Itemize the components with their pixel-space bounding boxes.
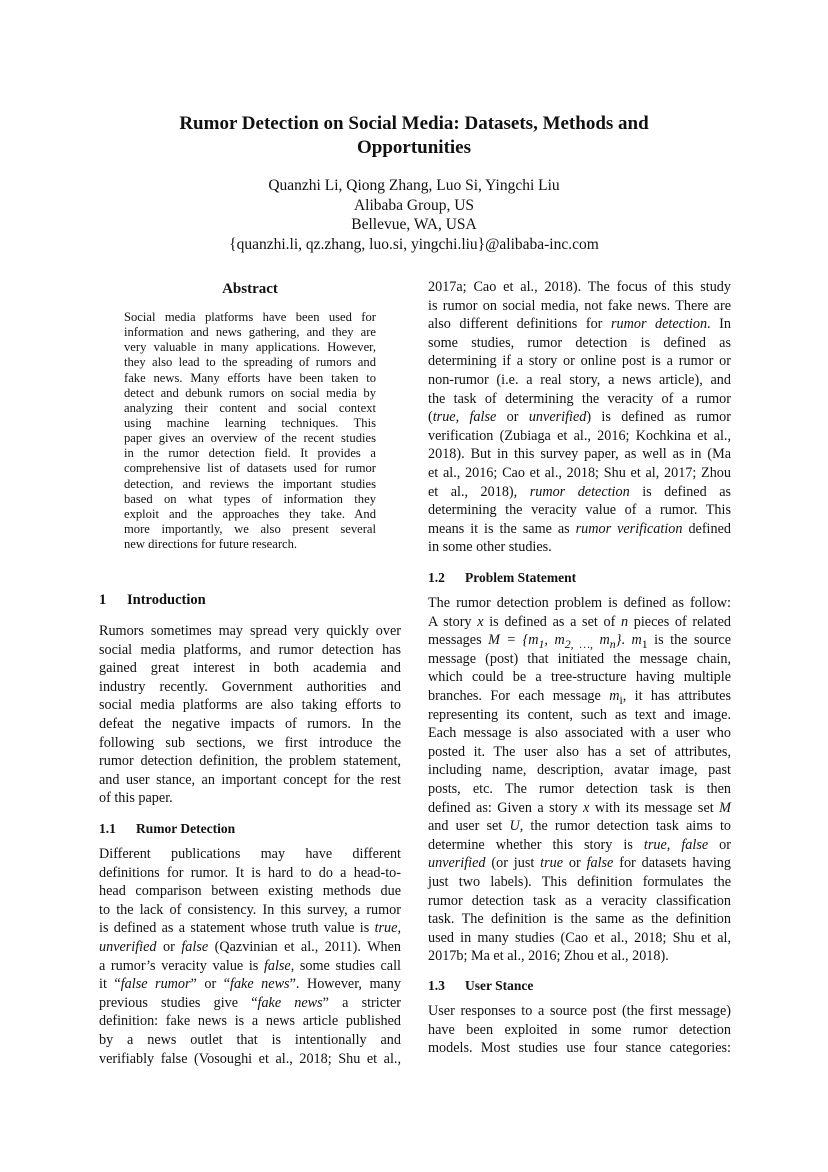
text-line xyxy=(428,854,731,873)
text-line: Each message is also associated with a user who xyxy=(428,725,731,742)
abstract-line: based on what types of information they xyxy=(124,491,376,506)
text-run: , some studies call xyxy=(290,957,401,974)
text-line: message (post) that initiated the message chain, xyxy=(428,650,731,667)
text-line: of this paper. xyxy=(99,790,173,807)
subsection-heading-rumor-detection xyxy=(99,820,235,837)
text-run-italic: rumor verification xyxy=(575,520,683,537)
text-run: or xyxy=(563,855,587,872)
text-line: just two labels). This definition formulates the xyxy=(428,873,731,890)
text-run-italic: true, xyxy=(374,920,401,937)
text-run: means it is the same as xyxy=(428,520,576,537)
text-run: defined xyxy=(682,520,731,537)
text-run: messages xyxy=(428,632,489,649)
text-line: which could be a tree-structure having multiple xyxy=(428,669,731,686)
text-line: posted it. The user also has a set of attributes, xyxy=(428,743,731,760)
text-line: by a news outlet that is intentionally and xyxy=(99,1031,401,1048)
text-run: is the source xyxy=(647,632,732,649)
text-line: posts, etc. The rumor detection task is then xyxy=(428,780,731,797)
text-run-italic xyxy=(488,632,622,652)
text-line: models. Most studies use four stance categories: xyxy=(428,1040,731,1057)
text-run: it “ xyxy=(99,976,121,993)
text-line: verifiably false (Vosoughi et al., 2018; Shu et al., xyxy=(99,1050,401,1067)
abstract-line: detection, and reviews the important studies xyxy=(124,476,376,491)
text-run: or xyxy=(708,836,731,853)
text-line: head comparison between existing methods due xyxy=(99,883,401,900)
text-run-italic: false xyxy=(586,855,614,872)
text-run-italic: false rumor xyxy=(120,976,191,993)
text-run-italic: true, false xyxy=(643,836,709,853)
math-run: m xyxy=(593,632,610,649)
subsection-title: Rumor Detection xyxy=(136,821,236,836)
subsection-number: 1.3 xyxy=(428,978,445,993)
text-run: also different definitions for xyxy=(428,316,611,333)
text-line: determining if a story or online post is a rumor or xyxy=(428,353,731,370)
text-line: et al., 2016; Cao et al., 2018; Shu et al, 2017; Zhou xyxy=(428,464,731,481)
text-line: gained great interest in both academia and xyxy=(99,660,401,677)
text-run: ) is defined as rumor xyxy=(586,409,731,426)
text-line xyxy=(428,520,731,539)
text-run: (or just xyxy=(485,855,541,872)
math-subscript: 1 xyxy=(538,637,545,652)
text-run-italic: unverified xyxy=(428,855,486,872)
text-line: following sub sections, we first introduce the xyxy=(99,734,401,751)
author-block xyxy=(100,176,728,254)
text-line: 2017b; Ma et al., 2016; Zhou et al., 2018). xyxy=(428,948,669,965)
text-run: a rumor’s veracity value is xyxy=(99,957,264,974)
abstract-line: comprehensive list of datasets used for rumor xyxy=(124,461,376,476)
text-run: ”. However, many xyxy=(289,976,401,993)
abstract-body xyxy=(124,310,376,552)
text-run: et al., 2018), xyxy=(428,483,530,500)
author-email: {quanzhi.li, qz.zhang, luo.si, yingchi.liu}@alibaba-inc.com xyxy=(229,235,599,253)
text-line: non-rumor (i.e. a real story, a news article), and xyxy=(428,371,731,388)
text-line: The rumor detection problem is defined as follow: xyxy=(428,595,731,611)
text-line xyxy=(428,687,731,706)
text-line xyxy=(428,631,731,650)
text-run: A story xyxy=(428,613,478,630)
text-run: is defined as xyxy=(629,483,732,500)
text-line: and user stance, an important concept for the rest xyxy=(99,771,401,788)
abstract-line: exploit and the approaches they take. And xyxy=(124,506,376,521)
text-line: industry recently. Government authorities and xyxy=(99,678,401,695)
text-run: or xyxy=(156,938,182,955)
text-line: the task of determining the veracity of a rumor xyxy=(428,390,731,407)
text-line: User responses to a source post (the first message) xyxy=(428,1003,731,1019)
math-subscript: 1 xyxy=(641,637,648,652)
text-line: rumor detection definition, the problem statement, xyxy=(99,753,401,770)
text-run: pieces of related xyxy=(628,613,732,630)
text-line: social media platforms are also taking efforts to xyxy=(99,697,401,714)
text-run-italic: M xyxy=(719,799,731,816)
user-stance-paragraph xyxy=(428,1002,731,1058)
text-line: is rumor on social media, not fake news. There are xyxy=(428,297,731,314)
text-run-italic: fake news xyxy=(230,976,290,993)
abstract-line: paper gives an overview of the recent studies xyxy=(124,431,376,446)
paper-title xyxy=(100,112,728,160)
rumor-detection-continued-paragraph xyxy=(428,278,731,557)
text-run-italic: rumor detection xyxy=(610,316,708,333)
text-run: previous studies give “ xyxy=(99,994,258,1011)
author-location: Bellevue, WA, USA xyxy=(351,216,477,233)
text-line: in some other studies. xyxy=(428,539,552,556)
subsection-title: Problem Statement xyxy=(465,570,577,585)
text-run-italic: true xyxy=(540,855,564,872)
text-line: social media platforms, and rumor detection has xyxy=(99,641,401,658)
text-line: 2017a; Cao et al., 2018). The focus of this study xyxy=(428,279,731,295)
text-run: , it has attributes xyxy=(622,687,731,704)
text-line xyxy=(99,919,401,938)
subsection-number: 1.1 xyxy=(99,821,116,836)
subsection-title: User Stance xyxy=(465,978,534,993)
text-run-italic: true, false xyxy=(432,409,497,426)
intro-paragraph xyxy=(99,622,401,808)
author-affiliation: Alibaba Group, US xyxy=(353,196,475,214)
text-run-italic: U xyxy=(509,818,520,835)
text-line: definitions for rumor. It is hard to do a head-to- xyxy=(99,864,401,881)
text-run: ” or “ xyxy=(190,976,231,993)
abstract-line: more importantly, we also present several xyxy=(124,521,376,536)
text-run-italic: m xyxy=(609,687,620,704)
text-line xyxy=(428,315,731,334)
section-number: 1 xyxy=(99,592,107,608)
text-run-italic: false xyxy=(181,938,209,955)
text-run: is defined as a set of xyxy=(483,613,621,630)
text-run: (Qazvinian et al., 2011). When xyxy=(208,938,401,955)
text-run-italic: n xyxy=(621,613,629,630)
text-run: ” a stricter xyxy=(322,994,401,1011)
rumor-detection-paragraph xyxy=(99,845,401,1068)
text-run: defined as: Given a story xyxy=(428,799,584,816)
text-run: ( xyxy=(428,409,433,426)
title-line-1: Rumor Detection on Social Media: Datasets, Methods and xyxy=(179,113,649,134)
abstract-line: analyzing their content and social context xyxy=(124,400,376,415)
title-line-2: Opportunities xyxy=(356,137,472,158)
text-line xyxy=(428,613,731,632)
section-title: Introduction xyxy=(127,592,206,608)
problem-statement-paragraph xyxy=(428,594,731,966)
text-run-italic: rumor detection xyxy=(529,483,630,500)
text-line: verification (Zubiaga et al., 2016; Kochkina et al., xyxy=(428,427,731,444)
text-line xyxy=(99,975,401,994)
math-run: } xyxy=(615,632,622,649)
subsection-number: 1.2 xyxy=(428,570,445,585)
abstract-line: very valuable in many applications. However, xyxy=(124,340,376,355)
abstract-line: using machine learning techniques. This xyxy=(124,415,376,430)
text-run: or xyxy=(496,409,529,426)
text-run: , the rumor detection task aims to xyxy=(519,818,732,835)
text-line: Rumors sometimes may spread very quickly over xyxy=(99,623,401,639)
abstract-line: Social media platforms have been used for xyxy=(124,310,376,324)
text-line xyxy=(99,957,401,976)
math-run: M = {m xyxy=(488,632,539,649)
text-line: 2018). But in this survey paper, as well as in (Ma xyxy=(428,446,731,463)
author-names: Quanzhi Li, Qiong Zhang, Luo Si, Yingchi Liu xyxy=(268,177,560,194)
text-line: have been exploited in some rumor detection xyxy=(428,1021,731,1038)
text-run-italic: m xyxy=(631,632,642,649)
subsection-heading-problem-statement xyxy=(428,569,576,586)
text-line xyxy=(428,836,731,855)
text-run: and user set xyxy=(428,818,510,835)
abstract-line: information and news gathering, and they are xyxy=(124,325,376,340)
text-line: definition: fake news is a news article published xyxy=(99,1013,401,1030)
text-line: Different publications may have different xyxy=(99,846,401,862)
text-line xyxy=(428,408,731,427)
text-line: representing its content, such as text and image. xyxy=(428,706,731,723)
text-line xyxy=(428,483,731,502)
text-run-italic: fake news xyxy=(257,994,323,1011)
text-line xyxy=(428,799,731,818)
text-run: . xyxy=(621,632,632,649)
text-run-italic: x xyxy=(583,799,590,816)
text-line: used in many studies (Cao et al., 2018; Shu et al, xyxy=(428,929,731,946)
text-run: for datasets having xyxy=(613,855,731,872)
math-subscript: i xyxy=(619,692,623,707)
math-subscript: n xyxy=(609,637,616,652)
abstract-line: they also lead to the spreading of rumors and xyxy=(124,355,376,370)
text-run-italic: x xyxy=(477,613,484,630)
text-line: rumor detection task as a veracity classification xyxy=(428,892,731,909)
text-run: with its message set xyxy=(589,799,720,816)
text-run: determine whether this story is xyxy=(428,836,644,853)
text-line xyxy=(99,994,401,1013)
text-line: defeat the negative impacts of rumors. In the xyxy=(99,715,401,732)
text-line: to the lack of consistency. In this survey, a rumor xyxy=(99,901,401,918)
subsection-heading-user-stance xyxy=(428,977,533,994)
text-line: including name, description, avatar image, past xyxy=(428,762,731,779)
abstract-line: detect and debunk rumors on social media by xyxy=(124,385,376,400)
abstract-line: new directions for future research. xyxy=(124,537,298,552)
text-line: task. The definition is the same as the definition xyxy=(428,911,731,928)
text-run-italic: false xyxy=(263,957,291,974)
abstract-line: fake news. Many efforts have been taken to xyxy=(124,370,376,385)
math-run: , m xyxy=(544,632,565,649)
text-run-italic: unverified xyxy=(99,938,157,955)
text-run: . In xyxy=(707,316,731,333)
text-run: branches. For each message xyxy=(428,687,610,704)
text-line xyxy=(428,817,731,836)
section-heading-introduction xyxy=(99,591,206,609)
math-subscript: 2, …, xyxy=(564,637,593,652)
text-line xyxy=(99,938,401,957)
text-run-italic: unverified xyxy=(528,409,587,426)
abstract-line: in the rumor detection field. It provides a xyxy=(124,446,376,461)
text-line: determining the veracity value of a rumor. This xyxy=(428,502,731,519)
abstract-heading: Abstract xyxy=(222,281,278,297)
text-line: some studies, rumor detection is defined as xyxy=(428,334,731,351)
text-run: is defined as a statement whose truth value is xyxy=(99,920,375,937)
